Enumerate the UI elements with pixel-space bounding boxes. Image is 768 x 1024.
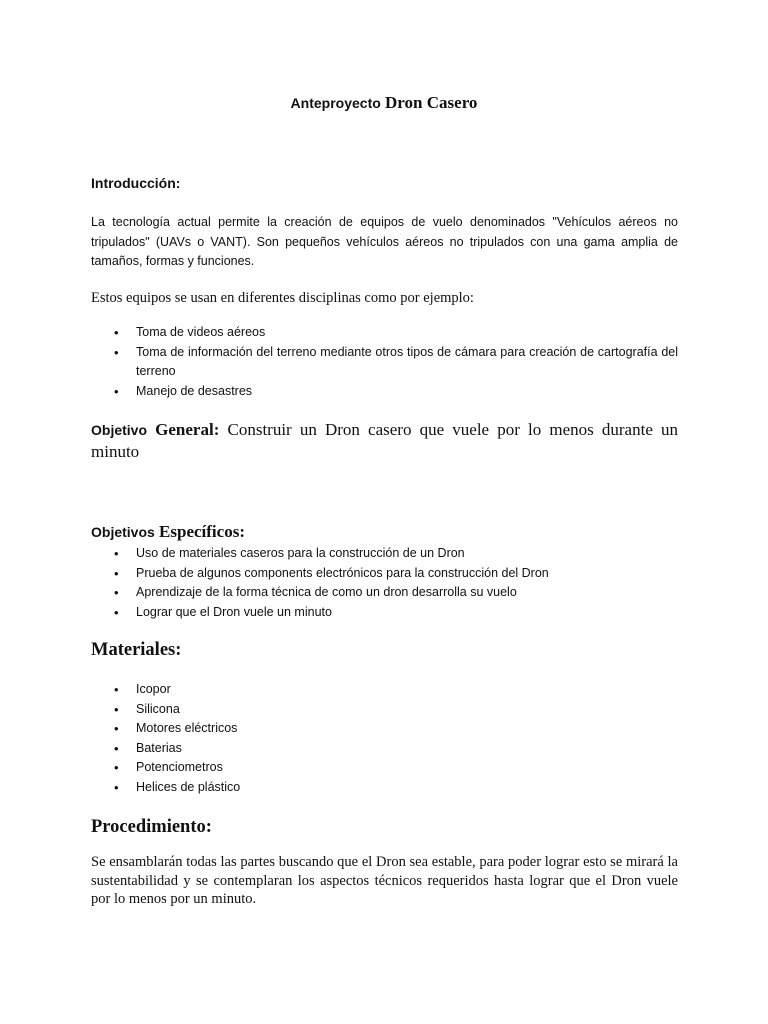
title-part-1: Anteproyecto [290, 95, 381, 111]
specific-objectives-heading [91, 522, 678, 542]
list-item: • Potenciometros [91, 758, 678, 778]
list-item: • Lograr que el Dron vuele un minuto [91, 603, 678, 623]
list-item: • Prueba de algunos components electrónicos para la construcción del Dron [91, 564, 678, 584]
uses-list [91, 323, 678, 401]
general-objective-label-2: General: [155, 420, 220, 439]
procedure-paragraph: Se ensamblarán todas las partes buscando que el Dron sea estable, para poder lograr esto se mirará la sustentabilidad y se contemplaran los aspectos técnicos requeridos hasta lograr que el Dron vuele por lo menos por un minuto. [91, 854, 678, 907]
specific-objectives-heading-2: Específicos: [159, 522, 245, 541]
procedure-heading: Procedimiento: [91, 817, 212, 837]
title-part-2: Dron Casero [385, 93, 478, 112]
list-item: • Toma de videos aéreos [91, 323, 678, 343]
uses-intro-text: Estos equipos se usan en diferentes disciplinas como por ejemplo: [91, 290, 474, 306]
document-title [0, 93, 768, 113]
introduction-heading: Introducción: [91, 175, 181, 191]
list-item: • Baterias [91, 739, 678, 759]
specific-objectives-list [91, 544, 678, 622]
list-item: • Silicona [91, 700, 678, 720]
list-item: • Helices de plástico [91, 778, 678, 798]
list-item: • Aprendizaje de la forma técnica de como un dron desarrolla su vuelo [91, 583, 678, 603]
introduction-paragraph: La tecnología actual permite la creación de equipos de vuelo denominados "Vehículos aéreos no tripulados" (UAVs o VANT). Son pequeños vehículos aéreos no tripulados con una gama amplia de tamaños, formas y funciones. [91, 215, 678, 268]
list-item: • Icopor [91, 680, 678, 700]
specific-objectives-heading-1: Objetivos [91, 524, 155, 540]
general-objective [91, 419, 678, 463]
list-item: • Uso de materiales caseros para la construcción de un Dron [91, 544, 678, 564]
materials-heading: Materiales: [91, 640, 182, 660]
general-objective-text: Construir un Dron casero que vuele por lo menos durante un minuto [91, 420, 679, 461]
list-item: • Toma de información del terreno mediante otros tipos de cámara para creación de cartografía del terreno [91, 343, 678, 382]
general-objective-label-1: Objetivo [91, 422, 148, 438]
materials-list [91, 680, 678, 798]
list-item: • Manejo de desastres [91, 382, 678, 402]
list-item: • Motores eléctricos [91, 719, 678, 739]
